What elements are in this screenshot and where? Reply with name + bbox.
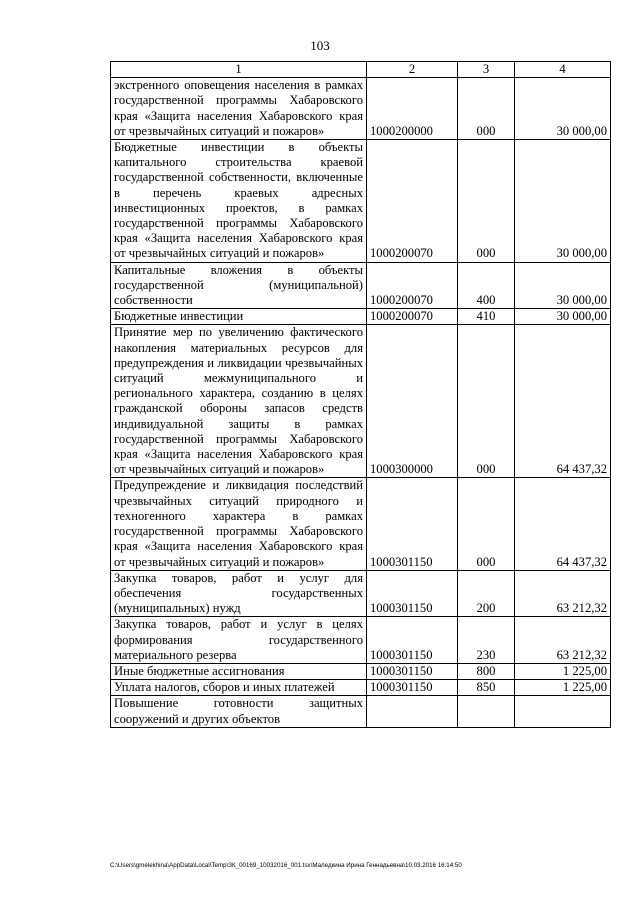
row-name: Закупка товаров, работ и услуг для обеспечения государственных (муниципальных) нужд [111, 570, 367, 617]
table-row [111, 325, 611, 478]
row-sum: 1 225,00 [515, 680, 611, 696]
table-row [111, 570, 611, 617]
row-code: 1000200070 [367, 262, 458, 309]
table-row [111, 309, 611, 325]
row-type: 000 [458, 78, 515, 140]
row-sum: 64 437,32 [515, 325, 611, 478]
row-name: Бюджетные инвестиции в объекты капитального строительства краевой государственной собственности, включенные в перечень краевых адресных инвестиционных проектов, в рамках государственной программы Хабаровского края «Защита населения Хабаровского края от чрезвычайных ситуаций и пожаров» [111, 140, 367, 263]
row-code: 1000301150 [367, 680, 458, 696]
row-code: 1000301150 [367, 617, 458, 664]
table-row [111, 78, 611, 140]
row-name: Бюджетные инвестиции [111, 309, 367, 325]
row-sum: 1 225,00 [515, 663, 611, 679]
row-name: Иные бюджетные ассигнования [111, 663, 367, 679]
table-row [111, 680, 611, 696]
page-number: 103 [310, 38, 330, 53]
column-header: 2 [367, 62, 458, 78]
row-code: 1000301150 [367, 570, 458, 617]
row-type: 200 [458, 570, 515, 617]
row-sum: 30 000,00 [515, 78, 611, 140]
row-name: Предупреждение и ликвидация последствий чрезвычайных ситуаций природного и техногенного характера в рамках государственной программы Хабаровского края «Защита населения Хабаровского края от чрезвычайных ситуаций и пожаров» [111, 478, 367, 570]
row-type: 000 [458, 325, 515, 478]
row-code: 1000200070 [367, 140, 458, 263]
footer-file-path: C:\Users\gmelekhina\AppData\Local\Temp\ЗК_00169_10032016_001.tsx\Маледкина Ирина Геннадьевна\10.03.2016 16:14:50 [110, 862, 462, 869]
row-type: 850 [458, 680, 515, 696]
row-name: Капитальные вложения в объекты государственной (муниципальной) собственности [111, 262, 367, 309]
row-sum: 63 212,32 [515, 617, 611, 664]
row-name: Повышение готовности защитных сооружений и других объектов [111, 696, 367, 727]
row-sum: 63 212,32 [515, 570, 611, 617]
row-type: 000 [458, 140, 515, 263]
column-header: 3 [458, 62, 515, 78]
row-code [367, 696, 458, 727]
row-sum [515, 696, 611, 727]
table-row [111, 262, 611, 309]
budget-table [110, 61, 611, 728]
table-row [111, 140, 611, 263]
row-name: Уплата налогов, сборов и иных платежей [111, 680, 367, 696]
row-sum: 30 000,00 [515, 309, 611, 325]
row-code: 1000300000 [367, 325, 458, 478]
row-sum: 30 000,00 [515, 140, 611, 263]
row-code: 1000200070 [367, 309, 458, 325]
table-row [111, 617, 611, 664]
row-type: 000 [458, 478, 515, 570]
row-code: 1000301150 [367, 663, 458, 679]
row-name: экстренного оповещения населения в рамках государственной программы Хабаровского края «Защита населения Хабаровского края от чрезвычайных ситуаций и пожаров» [111, 78, 367, 140]
row-code: 1000301150 [367, 478, 458, 570]
row-type: 230 [458, 617, 515, 664]
row-type: 410 [458, 309, 515, 325]
row-sum: 30 000,00 [515, 262, 611, 309]
table-row [111, 478, 611, 570]
table-row [111, 663, 611, 679]
row-type [458, 696, 515, 727]
table-header-row [111, 62, 611, 78]
table-row [111, 696, 611, 727]
column-header: 4 [515, 62, 611, 78]
row-name: Принятие мер по увеличению фактического накопления материальных ресурсов для предупреждения и ликвидации чрезвычайных ситуаций межмуниципального и регионального характера, созданию в целях гражданской обороны запасов средств индивидуальной защиты в рамках государственной программы Хабаровского края «Защита населения Хабаровского края от чрезвычайных ситуаций и пожаров» [111, 325, 367, 478]
row-type: 400 [458, 262, 515, 309]
row-name: Закупка товаров, работ и услуг в целях формирования государственного материального резерва [111, 617, 367, 664]
column-header: 1 [111, 62, 367, 78]
row-sum: 64 437,32 [515, 478, 611, 570]
row-type: 800 [458, 663, 515, 679]
row-code: 1000200000 [367, 78, 458, 140]
